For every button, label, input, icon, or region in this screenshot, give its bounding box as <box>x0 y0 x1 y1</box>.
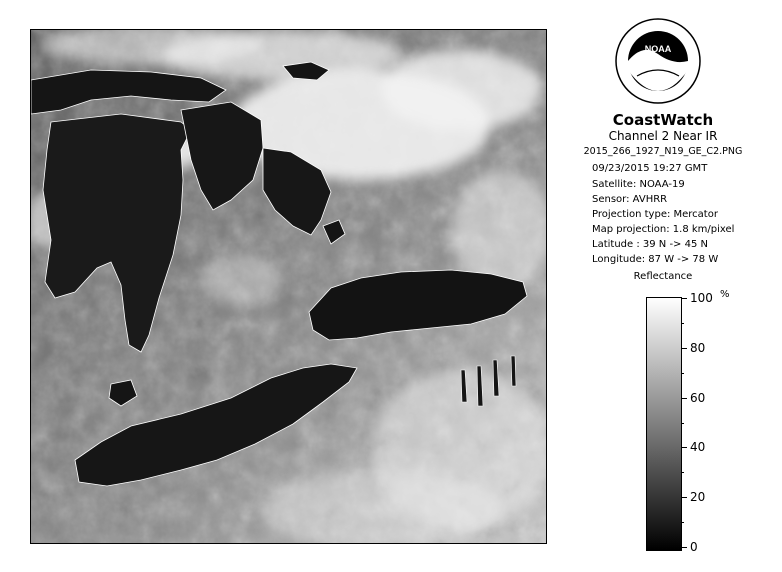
colorbar-tick-label: 100 <box>690 291 713 305</box>
latitude-label: Latitude : 39 N -> 45 N <box>592 239 708 250</box>
colorbar-minor-tick <box>681 373 684 374</box>
colorbar-tick <box>681 398 687 399</box>
noaa-logo-icon <box>615 18 701 104</box>
longitude-label: Longitude: 87 W -> 78 W <box>592 254 719 265</box>
satellite-label: Satellite: NOAA-19 <box>592 179 685 190</box>
satellite-image <box>30 29 547 544</box>
date-time-label: 09/23/2015 19:27 GMT <box>592 163 708 174</box>
colorbar-minor-tick <box>681 522 684 523</box>
colorbar-tick-label: 40 <box>690 440 706 455</box>
colorbar-minor-tick <box>681 423 684 424</box>
colorbar-minor-tick <box>681 323 684 324</box>
colorbar-tick <box>681 547 687 548</box>
colorbar-tick <box>681 447 687 448</box>
colorbar-tick-label: 60 <box>690 390 706 405</box>
colorbar-title: Reflectance <box>633 271 693 282</box>
colorbar-tick-label: 0 <box>690 540 698 554</box>
sensor-label: Sensor: AVHRR <box>592 194 668 205</box>
product-title: CoastWatch <box>612 111 714 129</box>
colorbar-tick-label: 20 <box>690 490 706 505</box>
reflectance-colorbar <box>646 297 682 551</box>
channel-label: Channel 2 Near IR <box>608 129 718 143</box>
colorbar-tick <box>681 348 687 349</box>
svg-text:NOAA: NOAA <box>644 44 672 54</box>
filename-label: 2015_266_1927_N19_GE_C2.PNG <box>583 146 743 157</box>
projection-type-label: Projection type: Mercator <box>592 209 718 220</box>
colorbar-tick <box>681 497 687 498</box>
map-projection-label: Map projection: 1.8 km/pixel <box>592 224 735 235</box>
colorbar-unit: % <box>720 289 730 300</box>
colorbar-tick <box>681 298 687 299</box>
colorbar-tick-label: 80 <box>690 340 706 355</box>
great-lakes-map <box>31 30 546 543</box>
colorbar-minor-tick <box>681 472 684 473</box>
